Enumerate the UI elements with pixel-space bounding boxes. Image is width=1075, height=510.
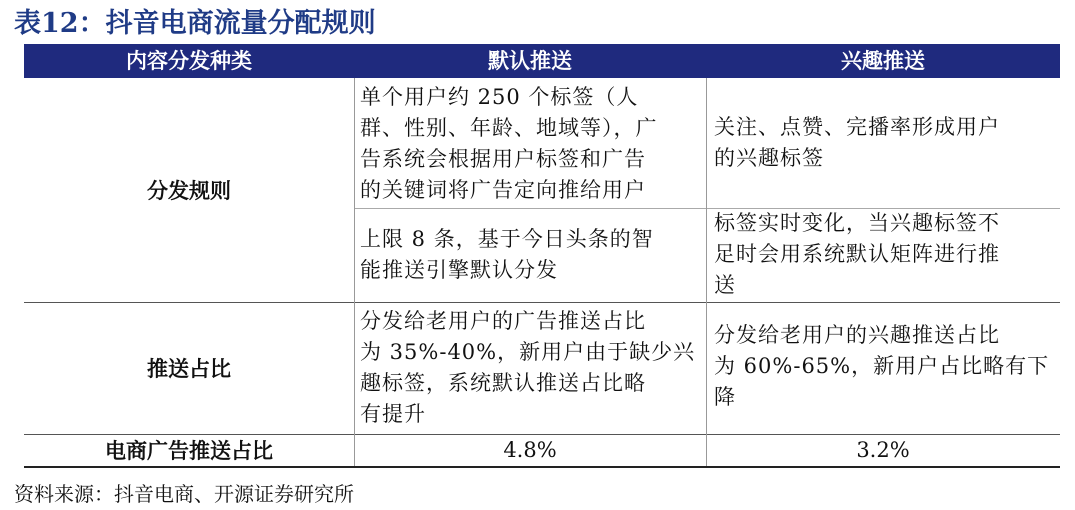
cell-interest-push-ratio: 分发给老用户的兴趣推送占比 为 60%-65%，新用户占比略有下 降 [714, 323, 1050, 409]
cell-interest-rule-1: 关注、点赞、完播率形成用户 的兴趣标签 [714, 115, 1000, 170]
table-title: 表12：抖音电商流量分配规则 [14, 8, 376, 39]
cell-default-rule-1: 单个用户约 250 个标签（人 群、性别、年龄、地域等），广 告系统会根据用户标签和广告 的关键词将广告定向推给用户 [360, 85, 658, 202]
table-bottom-border [24, 466, 1060, 468]
cell-default-push-ratio: 分发给老用户的广告推送占比 为 35%-40%，新用户由于缺少兴 趣标签，系统默认推送占比略 有提升 [360, 309, 696, 426]
row-label-push-ratio: 推送占比 [147, 357, 231, 381]
header-interest-push: 兴趣推送 [841, 49, 925, 73]
cell-interest-ecommerce-ratio: 3.2% [856, 438, 910, 462]
cell-interest-rule-2: 标签实时变化，当兴趣标签不 足时会用系统默认矩阵进行推 送 [714, 211, 1000, 297]
cell-default-ecommerce-ratio: 4.8% [503, 438, 557, 462]
divider-row-1 [24, 302, 1060, 303]
cell-default-rule-2: 上限 8 条，基于今日头条的智 能推送引擎默认分发 [360, 227, 654, 282]
column-divider-2 [706, 78, 707, 466]
row-label-distribution-rules: 分发规则 [147, 179, 231, 203]
row-label-ecommerce-ad-ratio: 电商广告推送占比 [105, 439, 273, 463]
divider-rule-subrow [354, 208, 1060, 209]
table-header-row [24, 44, 1060, 78]
divider-row-2 [24, 434, 1060, 435]
source-note: 资料来源：抖音电商、开源证券研究所 [14, 482, 354, 506]
column-divider-1 [354, 78, 355, 466]
header-default-push: 默认推送 [488, 49, 572, 73]
header-category: 内容分发种类 [126, 49, 252, 73]
